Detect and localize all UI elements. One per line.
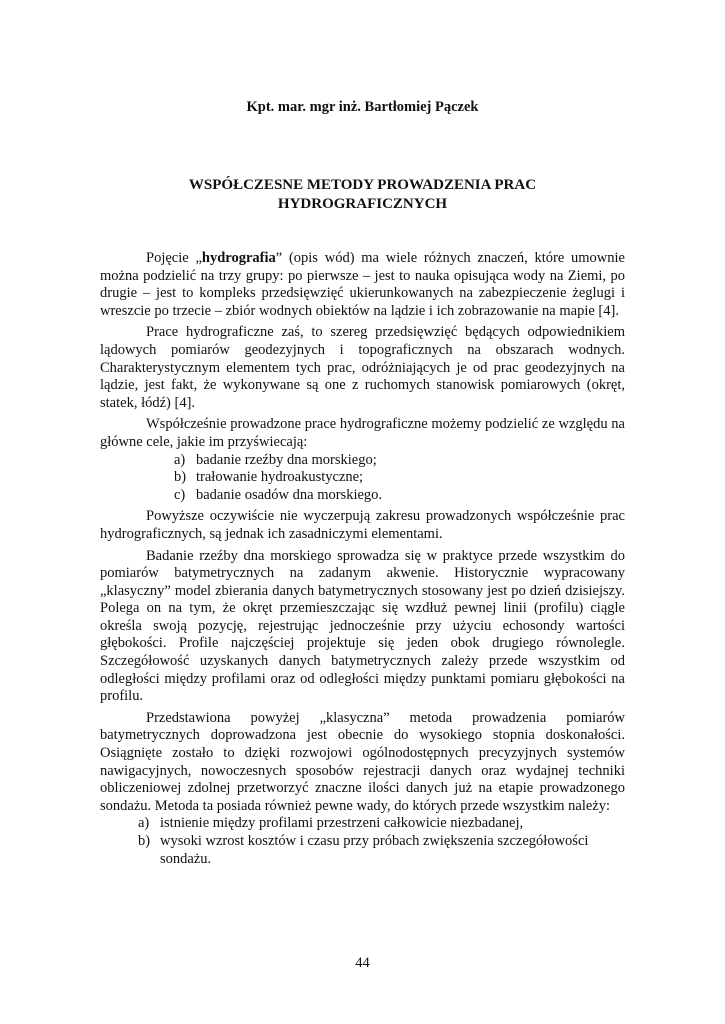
paragraph-6: Przedstawiona powyżej „klasyczna” metoda prowadzenia pomiarów batymetrycznych doprowadzona jest obecnie do wysokiego stopnia doskonałości. Osiągnięte zostało to dzięki rozwojowi ogólnodostępnych precyzyjnych systemów nawigacyjnych, nowoczesnych sposobów rejestracji danych oraz wydajnej techniki obliczeniowej zdolnej przetworzyć znaczne ilości danych już na etapie prowadzonego sondażu. Metoda ta posiada również pewne wady, do których przede wszystkim należy: [100, 709, 625, 814]
list-item [100, 815, 625, 833]
list-item-text: badanie osadów dna morskiego. [196, 486, 383, 503]
paragraph-1-after: ” (opis wód) ma wiele różnych znaczeń, które umownie można podzielić na trzy grupy: po pierwsze – jest to nauka opisująca wody na Ziemi, po drugie – jest to kompleks przedsięwzięć ukierunkowanych na zabezpieczenie żeglugi i wreszcie po trzecie – zbiór wodnych obiektów na lądzie i ich zobrazowanie na mapie [4]. [100, 250, 625, 319]
list-item-text: istnienie między profilami przestrzeni całkowicie niezbadanej, [160, 815, 524, 832]
list-marker: b) [138, 833, 151, 849]
title-line-1: WSPÓŁCZESNE METODY PROWADZENIA PRAC [188, 177, 537, 193]
goals-list [100, 452, 625, 505]
paragraph-1 [100, 250, 625, 320]
list-marker: a) [138, 815, 150, 832]
list-marker: c) [174, 486, 186, 503]
list-item-text: wysoki wzrost kosztów i czasu przy próbach zwiększenia szczegółowości sondażu. [160, 833, 589, 867]
paragraph-5: Badanie rzeźby dna morskiego sprowadza się w praktyce przede wszystkim do pomiarów batymetrycznych na zadanym akwenie. Historycznie wypracowany „klasyczny” model zbierania danych batymetrycznych stosowany jest po dzień dzisiejszy. Polega on na tym, że okręt przemieszczając się wzdłuż pewnej linii (profilu) ciągle określa swoją pozycję, rejestrując jednocześnie przy użyciu echosondy wartości głębokości. Profile najczęściej projektuje się jeden obok drugiego równolegle. Szczegółowość uzyskanych danych batymetrycznych zależy przede wszystkim od odległości między profilami oraz od odległości między punktami pomiaru głębokości na profilu. [100, 547, 625, 705]
paragraph-4: Powyższe oczywiście nie wyczerpują zakresu prowadzonych współcześnie prac hydrograficznych, są jednak ich zasadniczymi elementami. [100, 508, 625, 542]
list-marker: a) [174, 451, 186, 468]
list-item [100, 452, 625, 470]
article-title [100, 176, 625, 214]
term-hydrografia: hydrografia [201, 250, 276, 266]
list-item [100, 833, 625, 868]
page-number: 44 [355, 955, 370, 971]
paragraph-1-before: Pojęcie „ [146, 250, 202, 266]
article-body [100, 250, 625, 872]
list-item-text: badanie rzeźby dna morskiego; [196, 451, 377, 468]
author-line: Kpt. mar. mgr inż. Bartłomiej Pączek [246, 99, 479, 115]
list-marker: b) [174, 469, 187, 486]
list-item-text: trałowanie hydroakustyczne; [196, 469, 364, 486]
title-line-2: HYDROGRAFICZNYCH [277, 196, 448, 212]
document-page [100, 0, 625, 1024]
paragraph-3: Współcześnie prowadzone prace hydrograficzne możemy podzielić ze względu na główne cele, jakie im przyświecają: [100, 416, 625, 450]
list-item [100, 469, 625, 487]
list-item [100, 487, 625, 505]
paragraph-2: Prace hydrograficzne zaś, to szereg przedsięwzięć będących odpowiednikiem lądowych pomiarów geodezyjnych i topograficznych na obszarach wodnych. Charakterystycznym elementem tych prac, odróżniających je od prac geodezyjnych na lądzie, jest fakt, że wykonywane są one z ruchomych stanowisk pomiarowych (okręt, statek, łódź) [4]. [100, 324, 625, 411]
drawbacks-list [100, 815, 625, 868]
